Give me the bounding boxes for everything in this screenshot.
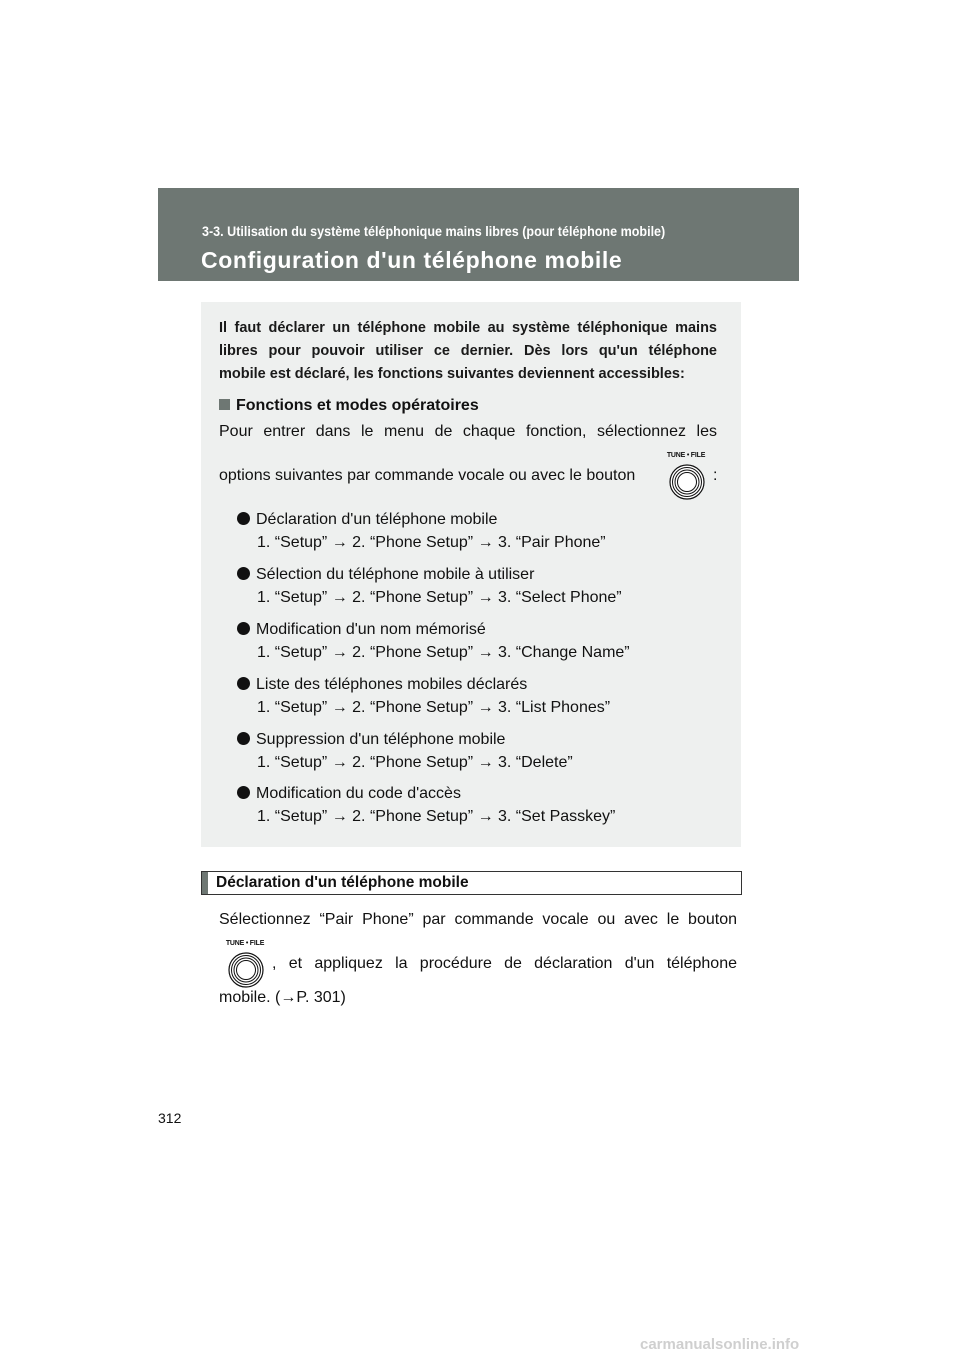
function-item: [237, 676, 527, 694]
section-breadcrumb: 3-3. Utilisation du système téléphonique mains libres (pour téléphone mobile): [202, 224, 666, 239]
function-label: Sélection du téléphone mobile à utiliser: [256, 566, 535, 583]
function-label: Modification d'un nom mémorisé: [256, 621, 486, 638]
knob-label: TUNE • FILE: [225, 940, 265, 947]
knob-dial-icon: [667, 462, 707, 502]
chapter-header: [158, 188, 799, 281]
function-label: Modification du code d'accès: [256, 785, 461, 802]
square-bullet-icon: [219, 399, 230, 410]
function-item: [237, 621, 486, 639]
function-path: 1. “Setup” → 2. “Phone Setup” → 3. “Change Name”: [257, 644, 630, 661]
intro-line: Il faut déclarer un téléphone mobile au système téléphonique mains: [219, 320, 717, 336]
bullet-dot-icon: [237, 786, 250, 799]
function-item: [237, 785, 461, 803]
section-body-line: Sélectionnez “Pair Phone” par commande vocale ou avec le bouton: [219, 911, 737, 928]
instruction-line: Pour entrer dans le menu de chaque fonction, sélectionnez les: [219, 423, 717, 440]
function-label: Déclaration d'un téléphone mobile: [256, 511, 498, 528]
intro-line: mobile est déclaré, les fonctions suivantes deviennent accessibles:: [219, 366, 685, 382]
bullet-dot-icon: [237, 567, 250, 580]
section-body-line: , et appliquez la procédure de déclaration d'un téléphone: [272, 955, 737, 972]
intro-line: libres pour pouvoir utiliser ce dernier. Dès lors qu'un téléphone: [219, 343, 717, 359]
tune-file-knob-icon: [222, 940, 268, 990]
subheading: [219, 397, 479, 415]
intro-paragraph: [219, 317, 717, 386]
section-accent: [202, 872, 208, 894]
bullet-dot-icon: [237, 512, 250, 525]
function-label: Suppression d'un téléphone mobile: [256, 731, 506, 748]
function-item: [237, 511, 497, 529]
bullet-dot-icon: [237, 622, 250, 635]
function-label: Liste des téléphones mobiles déclarés: [256, 676, 528, 693]
tune-file-knob-icon: [663, 452, 709, 502]
section-heading-bar: [201, 871, 742, 895]
page-title: Configuration d'un téléphone mobile: [201, 247, 623, 273]
function-item: [237, 566, 534, 584]
subheading-text: Fonctions et modes opératoires: [236, 397, 479, 414]
function-path: 1. “Setup” → 2. “Phone Setup” → 3. “Select Phone”: [257, 589, 622, 606]
bullet-dot-icon: [237, 732, 250, 745]
bullet-dot-icon: [237, 677, 250, 690]
function-path: 1. “Setup” → 2. “Phone Setup” → 3. “List Phones”: [257, 699, 611, 716]
function-item: [237, 731, 505, 749]
knob-label: TUNE • FILE: [666, 452, 706, 459]
watermark-footer: carmanualsonline.info: [640, 1336, 800, 1353]
function-path: 1. “Setup” → 2. “Phone Setup” → 3. “Set Passkey”: [257, 808, 616, 825]
section-heading: Déclaration d'un téléphone mobile: [216, 874, 469, 891]
section-body-line: mobile. (→P. 301): [219, 989, 346, 1006]
function-path: 1. “Setup” → 2. “Phone Setup” → 3. “Pair Phone”: [257, 534, 606, 551]
knob-dial-icon: [226, 950, 266, 990]
function-path: 1. “Setup” → 2. “Phone Setup” → 3. “Delete”: [257, 754, 573, 771]
instruction-colon: :: [713, 467, 718, 484]
instruction-line: options suivantes par commande vocale ou avec le bouton: [219, 467, 636, 484]
page-number: 312: [158, 1110, 182, 1126]
